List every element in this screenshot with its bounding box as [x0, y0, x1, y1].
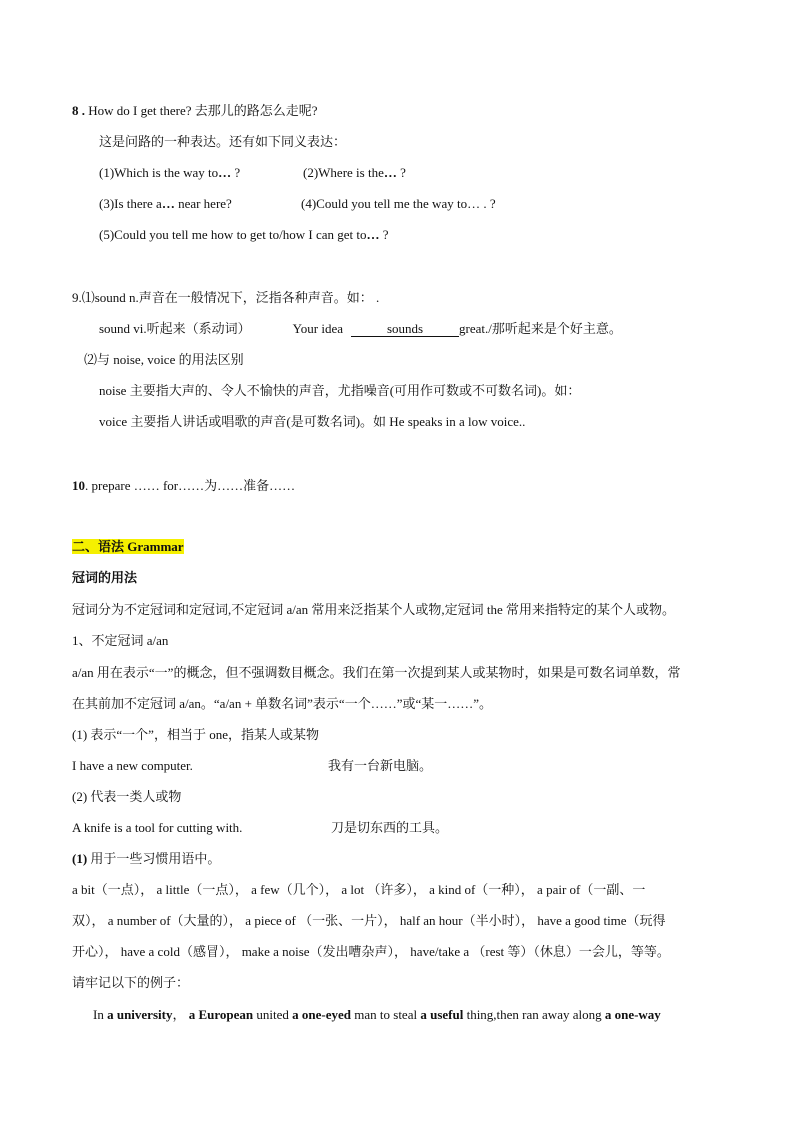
example-en: A knife is a tool for cutting with. — [72, 820, 243, 835]
rule-3: (1) 用于一些习惯用语中。 — [72, 851, 221, 866]
item-number: 10 — [72, 478, 85, 493]
item9-subtitle: ⑵与 noise, voice 的用法区别 — [84, 352, 244, 367]
item10 — [72, 477, 295, 495]
item8-expr-5: (5)Could you tell me how to get to/how I can get to… ? — [99, 227, 389, 242]
grammar-intro: 冠词分为不定冠词和定冠词,不定冠词 a/an 常用来泛指某个人或物,定冠词 the 常用来指特定的某个人或物。 — [72, 602, 676, 617]
idioms-line: 双）， a number of（大量的）， a piece of （一张、一片）， half an hour（半小时）， have a good time（玩得 — [72, 913, 666, 928]
item-number: 8 . — [72, 103, 85, 118]
answer-blank: sounds — [351, 321, 459, 337]
item9-title: 9.⑴sound n.声音在一般情况下，泛指各种声音。如： . — [72, 290, 380, 305]
example-zh: 刀是切东西的工具。 — [331, 820, 449, 835]
item9-voice: voice 主要指人讲话或唱歌的声音(是可数名词)。如 He speaks in a low voice.. — [99, 414, 526, 429]
idioms-line: a bit（一点）， a little（一点）， a few（几个）， a lot （许多）， a kind of（一种）， a pair of（一副、一 — [72, 882, 646, 897]
section-subheading: 冠词的用法 — [72, 570, 138, 585]
item8-expr-4: (4)Could you tell me the way to… . ? — [301, 196, 496, 211]
remember-note: 请牢记以下的例子： — [72, 975, 190, 990]
example-zh: 我有一台新电脑。 — [328, 758, 433, 773]
paragraph-line: 在其前加不定冠词 a/an。“a/an + 单数名词”表示“一个……”或“某一……”。 — [72, 696, 493, 711]
item8-expr-1: (1)Which is the way to… ? — [99, 165, 241, 180]
rule-1: (1) 表示“一个”，相当于 one，指某人或某物 — [72, 727, 319, 742]
example-sentence: In a university， a European united a one-eyed man to steal a useful thing,then ran away along a one-way — [93, 1007, 661, 1022]
item9-noise: noise 主要指大声的、令人不愉快的声音，尤指噪音(可用作可数或不可数名词)。如： — [99, 383, 581, 398]
item8-expr-3: (3)Is there a… near here? — [99, 196, 232, 211]
item8-expr-2: (2)Where is the… ? — [303, 165, 406, 180]
item9-sound-example: sound vi.听起来（系动词） Your idea sounds great./那听起来是个好主意。 — [99, 321, 622, 336]
rule-2: (2) 代表一类人或物 — [72, 789, 182, 804]
paragraph-line: a/an 用在表示“一”的概念，但不强调数目概念。我们在第一次提到某人或某物时，如果是可数名词单数，常 — [72, 665, 681, 680]
item-text: . prepare …… for……为……准备…… — [85, 478, 296, 493]
item-text: How do I get there? 去那儿的路怎么走呢? — [85, 103, 318, 118]
item8-title — [72, 102, 318, 120]
section-heading: 二、语法 Grammar — [72, 539, 184, 554]
subsection-title: 1、不定冠词 a/an — [72, 633, 169, 648]
item8-intro: 这是问路的一种表达。还有如下同义表达： — [99, 134, 347, 149]
idioms-line: 开心）， have a cold（感冒）， make a noise（发出嘈杂声）， have/take a （rest 等）（休息）一会儿，等等。 — [72, 944, 670, 959]
example-en: I have a new computer. — [72, 758, 193, 773]
